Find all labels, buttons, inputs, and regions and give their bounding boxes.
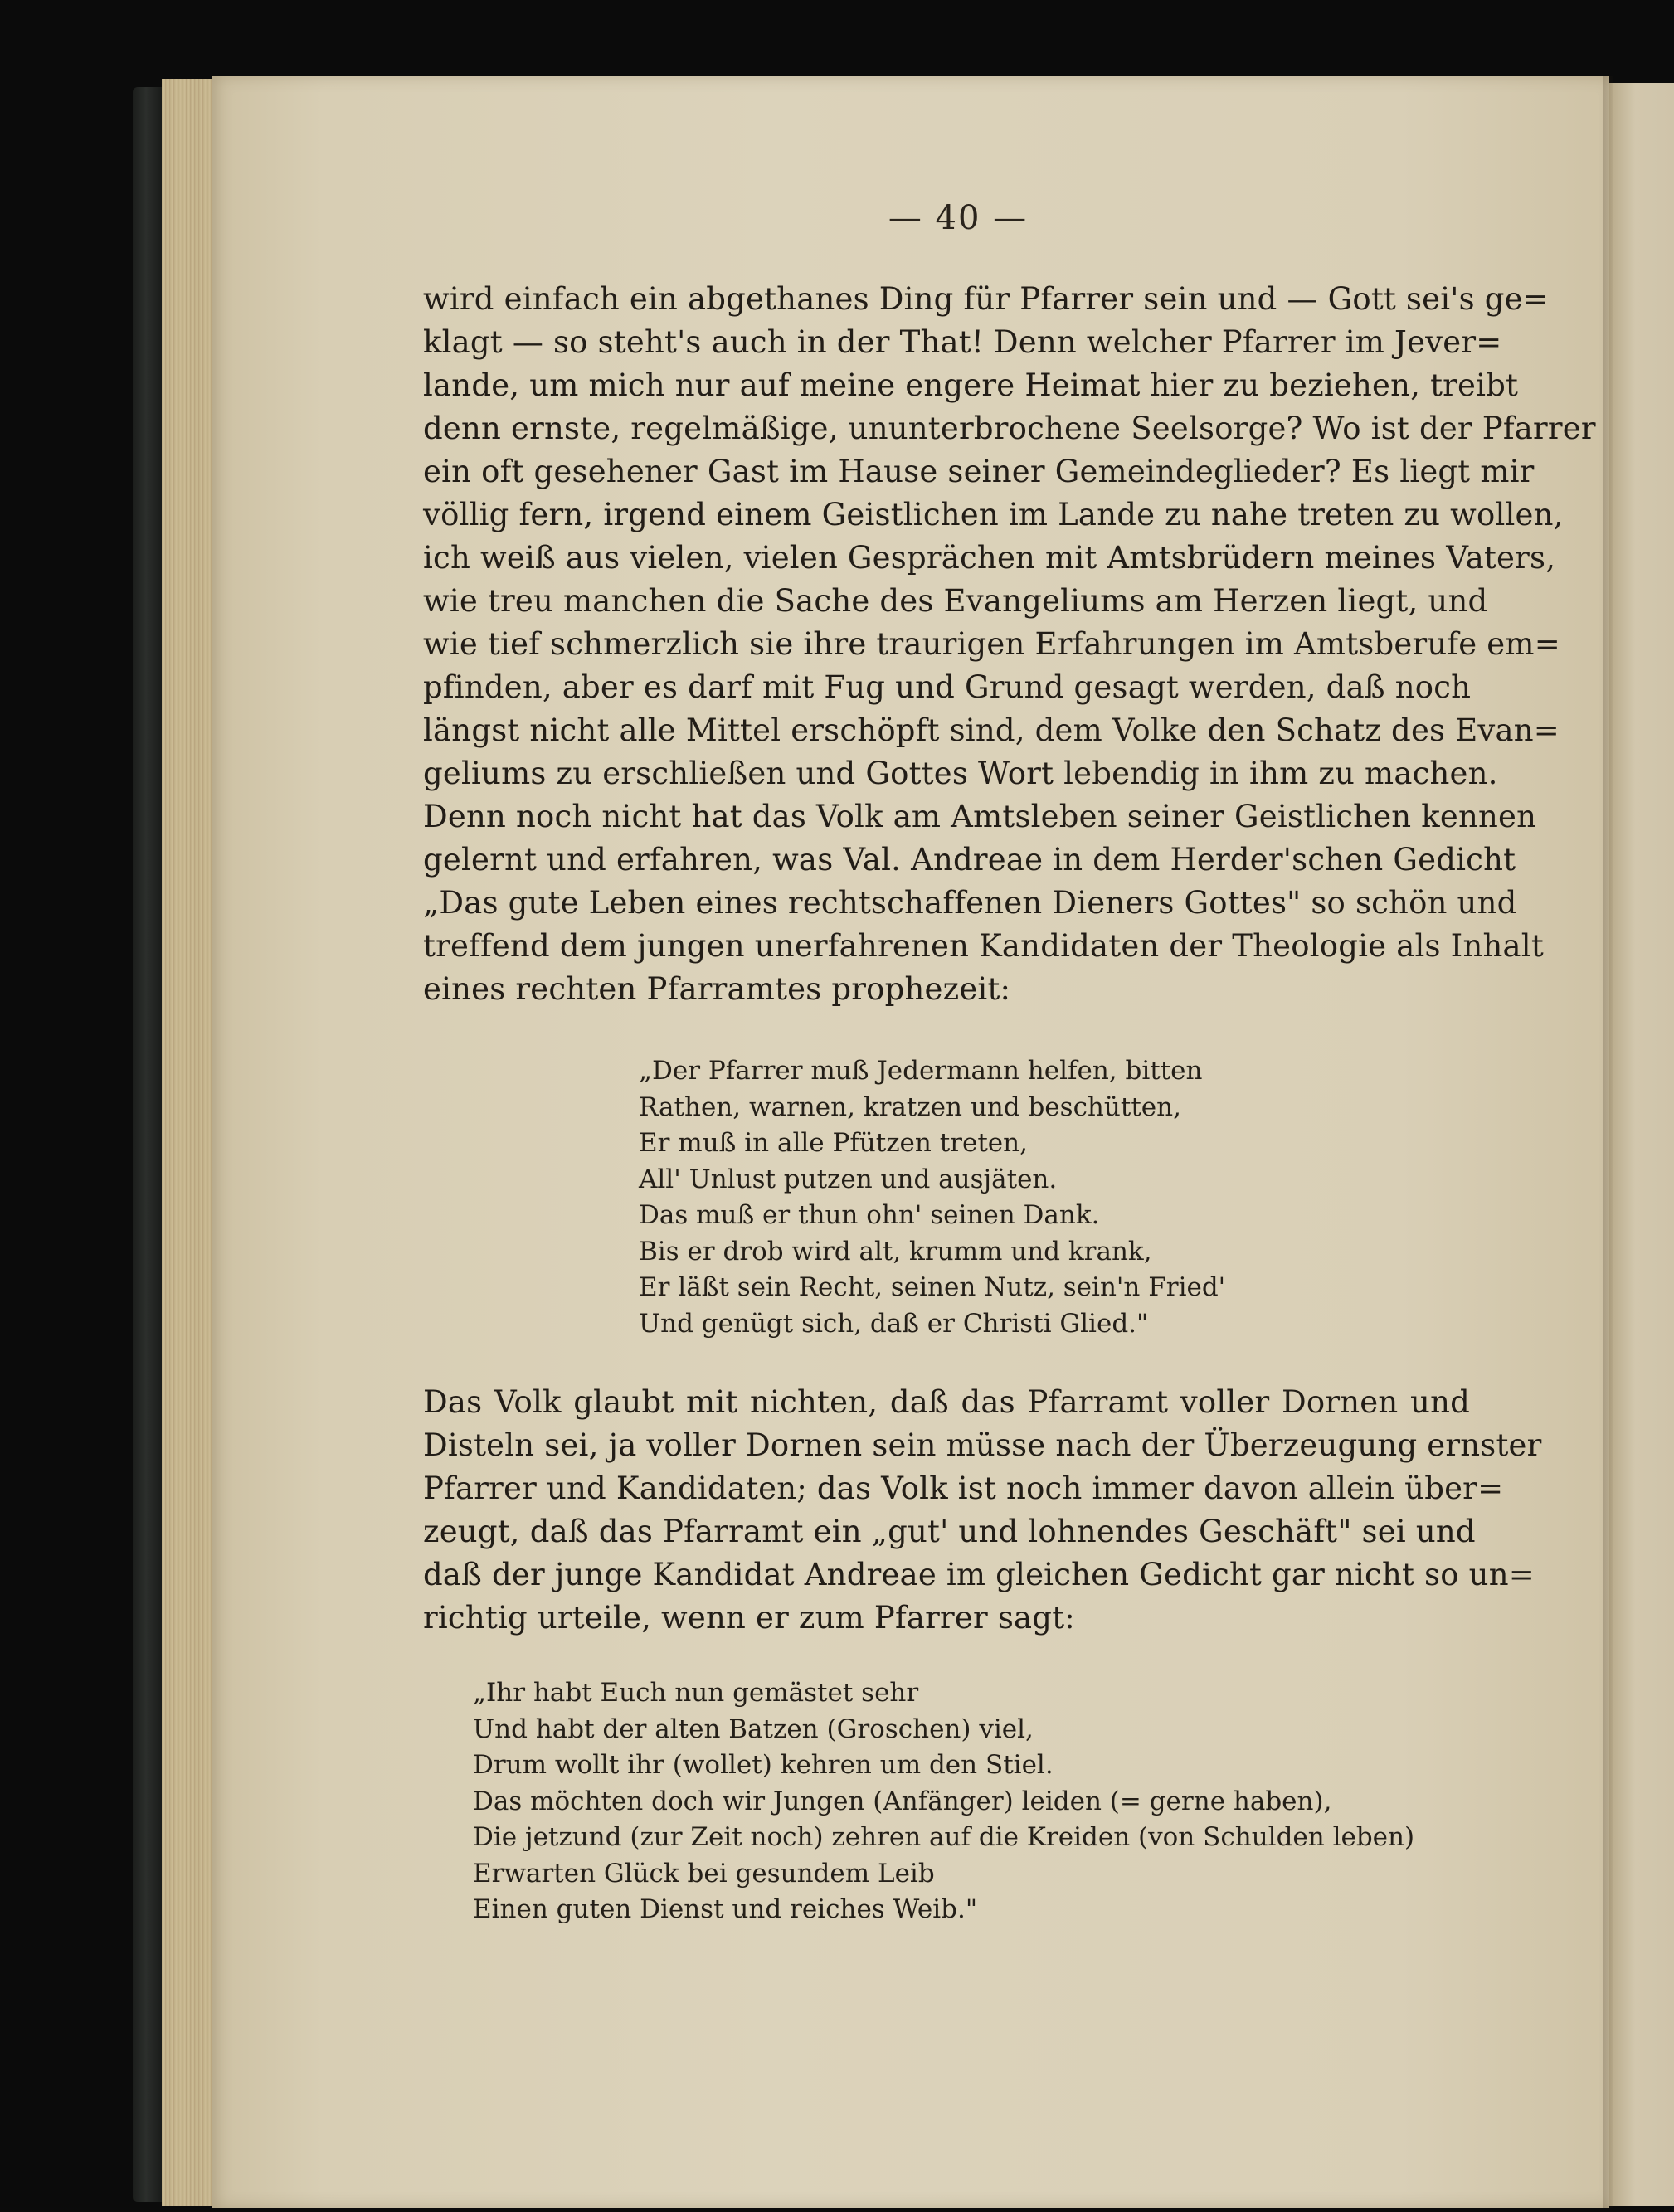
verse-line: Die jetzund (zur Zeit noch) zehren auf die Kreiden (von Schulden leben) <box>473 1822 1415 1852</box>
verse-line: Und habt der alten Batzen (Groschen) viel, <box>473 1714 1034 1744</box>
text-line: pfinden, aber es darf mit Fug und Grund gesagt werden, daß noch <box>423 669 1472 705</box>
text-line: lande, um mich nur auf meine engere Heimat hier zu beziehen, treibt <box>423 367 1519 403</box>
verse-line: Er läßt sein Recht, seinen Nutz, sein'n Fried' <box>639 1272 1226 1302</box>
text-line: Pfarrer und Kandidaten; das Volk ist noch immer davon allein über= <box>423 1471 1504 1506</box>
verse-line: Einen guten Dienst und reiches Weib." <box>473 1894 978 1924</box>
text-line: richtig urteile, wenn er zum Pfarrer sagt: <box>423 1600 1075 1636</box>
poem-quote-1 <box>639 1053 1225 1342</box>
text-line: daß der junge Kandidat Andreae im gleichen Gedicht gar nicht so un= <box>423 1557 1535 1592</box>
verse-line: Rathen, warnen, kratzen und beschütten, <box>639 1091 1181 1122</box>
text-line: wie treu manchen die Sache des Evangeliums am Herzen liegt, und <box>423 583 1488 619</box>
page-number: — 40 — <box>888 199 1029 237</box>
next-page-edge <box>1609 83 1674 2206</box>
verse-line: Er muß in alle Pfützen treten, <box>639 1128 1028 1158</box>
poem-quote-2 <box>473 1675 1414 1928</box>
text-line: treffend dem jungen unerfahrenen Kandidaten der Theologie als Inhalt <box>423 928 1544 964</box>
paragraph-2 <box>423 1381 1542 1640</box>
text-line: geliums zu erschließen und Gottes Wort lebendig in ihm zu machen. <box>423 756 1498 791</box>
verse-line: „Der Pfarrer muß Jedermann helfen, bitten <box>639 1056 1203 1086</box>
verse-line: Das möchten doch wir Jungen (Anfänger) leiden (= gerne haben), <box>473 1786 1332 1816</box>
verse-line: Das muß er thun ohn' seinen Dank. <box>639 1200 1100 1230</box>
book-cover-edge <box>133 87 166 2202</box>
text-line: ich weiß aus vielen, vielen Gesprächen mit Amtsbrüdern meines Vaters, <box>423 540 1556 576</box>
text-line: eines rechten Pfarramtes prophezeit: <box>423 971 1011 1007</box>
text-line: gelernt und erfahren, was Val. Andreae in dem Herder'schen Gedicht <box>423 842 1516 878</box>
verse-line: Erwarten Glück bei gesundem Leib <box>473 1858 935 1889</box>
verse-line: Drum wollt ihr (wollet) kehren um den Stiel. <box>473 1750 1054 1780</box>
text-line: Das Volk glaubt mit nichten, daß das Pfarramt voller Dornen und <box>423 1384 1470 1420</box>
paragraph-1 <box>423 278 1596 1011</box>
verse-line: Bis er drob wird alt, krumm und krank, <box>639 1236 1152 1266</box>
text-line: „Das gute Leben eines rechtschaffenen Dieners Gottes" so schön und <box>423 885 1517 921</box>
text-line: völlig fern, irgend einem Geistlichen im Lande zu nahe treten zu wollen, <box>423 497 1564 532</box>
text-line: wie tief schmerzlich sie ihre traurigen Erfahrungen im Amtsberufe em= <box>423 626 1560 662</box>
text-line: klagt — so steht's auch in der That! Denn welcher Pfarrer im Jever= <box>423 324 1502 360</box>
text-line: wird einfach ein abgethanes Ding für Pfarrer sein und — Gott sei's ge= <box>423 281 1549 317</box>
text-line: ein oft gesehener Gast im Hause seiner Gemeindeglieder? Es liegt mir <box>423 454 1535 489</box>
verse-line: Und genügt sich, daß er Christi Glied." <box>639 1308 1149 1339</box>
page-gutter <box>1603 76 1613 2208</box>
verse-line: „Ihr habt Euch nun gemästet sehr <box>473 1678 919 1708</box>
verse-line: All' Unlust putzen und ausjäten. <box>639 1164 1058 1194</box>
text-line: denn ernste, regelmäßige, ununterbrochene Seelsorge? Wo ist der Pfarrer <box>423 411 1596 446</box>
text-line: zeugt, daß das Pfarramt ein „gut' und lohnendes Geschäft" sei und <box>423 1514 1476 1549</box>
text-line: Denn noch nicht hat das Volk am Amtsleben seiner Geistlichen kennen <box>423 799 1537 834</box>
text-line: längst nicht alle Mittel erschöpft sind, dem Volke den Schatz des Evan= <box>423 712 1560 748</box>
text-line: Disteln sei, ja voller Dornen sein müsse nach der Überzeugung ernster <box>423 1427 1542 1463</box>
